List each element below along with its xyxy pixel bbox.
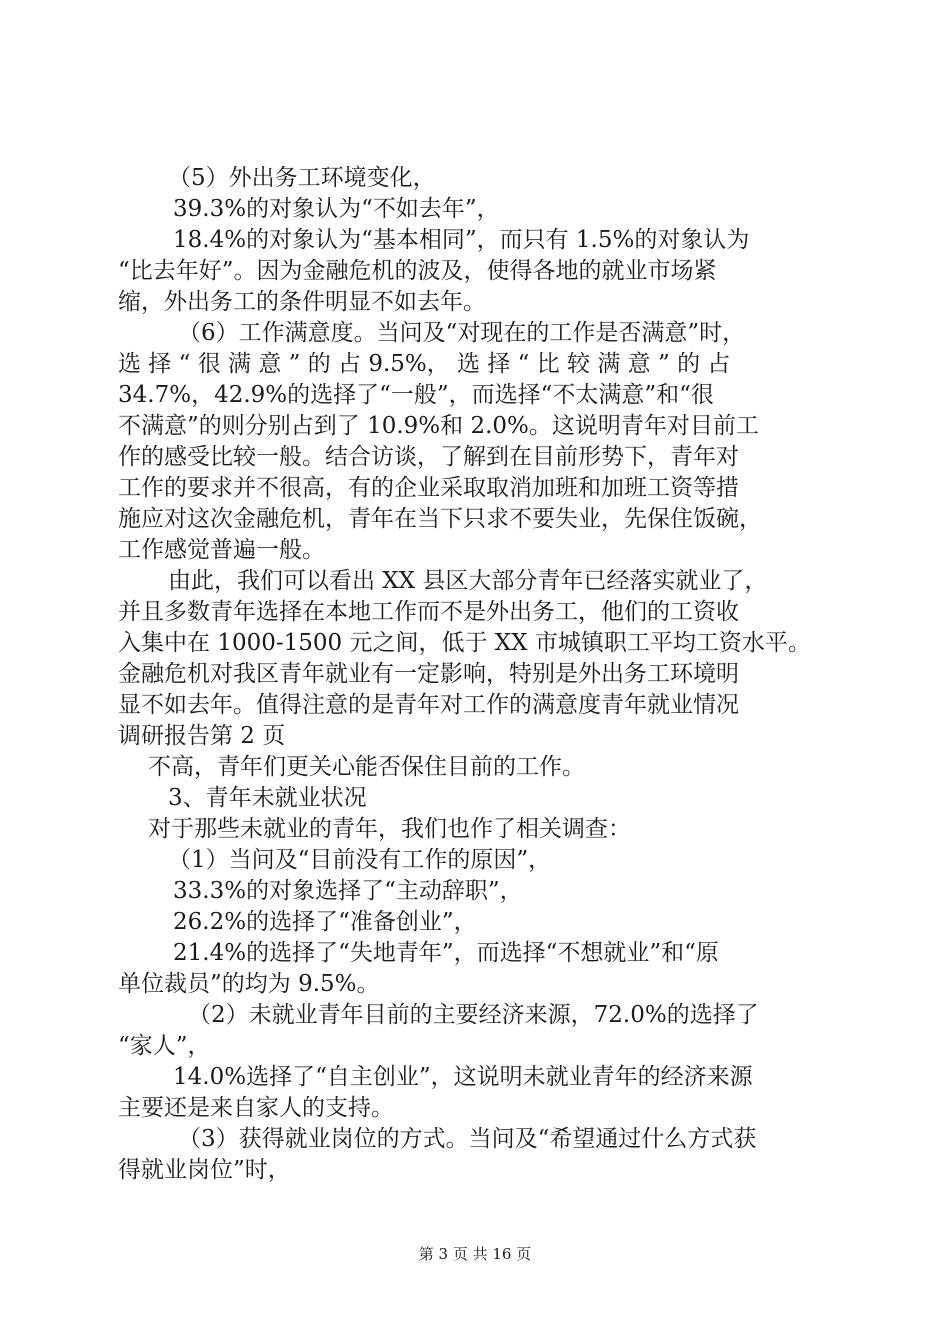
page-footer: 第 3 页 共 16 页 xyxy=(418,1245,532,1263)
text-line: 18.4%的对象认为“基本相同”，而只有 1.5%的对象认为 xyxy=(173,227,750,253)
text-line: 单位裁员”的均为 9.5%。 xyxy=(118,971,380,997)
text-line: 入集中在 1000-1500 元之间，低于 XX 市城镇职工平均工资水平。 xyxy=(118,630,811,656)
text-line: 33.3%的对象选择了“主动辞职”， xyxy=(173,878,523,904)
text-line: （5）外出务工环境变化， xyxy=(168,165,436,191)
text-line: 21.4%的选择了“失地青年”，而选择“不想就业”和“原 xyxy=(173,940,719,966)
text-line: （1）当问及“目前没有工作的原因”， xyxy=(168,847,552,873)
text-line: 工作感觉普遍一般。 xyxy=(118,537,325,563)
text-line: （6）工作满意度。当问及“对现在的工作是否满意”时， xyxy=(178,320,746,346)
text-line: 34.7%，42.9%的选择了“一般”，而选择“不太满意”和“很 xyxy=(118,382,714,408)
text-line: 作的感受比较一般。结合访谈，了解到在目前形势下，青年对 xyxy=(118,444,739,470)
text-line: 不满意”的则分别占到了 10.9%和 2.0%。这说明青年对目前工 xyxy=(118,413,759,439)
text-line: 不高，青年们更关心能否保住目前的工作。 xyxy=(148,754,585,780)
text-line: 14.0%选择了“自主创业”，这说明未就业青年的经济来源 xyxy=(173,1064,753,1090)
text-line: 3、青年未就业状况 xyxy=(168,785,367,811)
document-body xyxy=(118,163,838,1186)
text-line: 由此，我们可以看出 XX 县区大部分青年已经落实就业了， xyxy=(168,568,768,594)
text-line: 26.2%的选择了“准备创业”， xyxy=(173,909,477,935)
text-line: 金融危机对我区青年就业有一定影响，特别是外出务工环境明 xyxy=(118,661,739,687)
text-line: 并且多数青年选择在本地工作而不是外出务工，他们的工资收 xyxy=(118,599,739,625)
text-line: 工作的要求并不很高，有的企业采取取消加班和加班工资等措 xyxy=(118,475,739,501)
text-line: 对于那些未就业的青年，我们也作了相关调查： xyxy=(148,816,631,842)
text-line: “比去年好”。因为金融危机的波及，使得各地的就业市场紧 xyxy=(118,258,717,284)
text-line: 施应对这次金融危机，青年在当下只求不要失业，先保住饭碗， xyxy=(118,506,762,532)
text-line: 得就业岗位”时， xyxy=(118,1157,291,1183)
text-line: 39.3%的对象认为“不如去年”， xyxy=(173,196,500,222)
text-line: 主要还是来自家人的支持。 xyxy=(118,1095,394,1121)
text-line: 选 择 “ 很 满 意 ” 的 占 9.5%， 选 择 “ 比 较 满 意 ” 的 占 xyxy=(118,351,731,377)
text-line: 显不如去年。值得注意的是青年对工作的满意度青年就业情况 xyxy=(118,692,739,718)
text-line: 调研报告第 2 页 xyxy=(118,723,286,749)
text-line: “家人”， xyxy=(118,1033,211,1059)
text-line: （2）未就业青年目前的主要经济来源，72.0%的选择了 xyxy=(188,1002,759,1028)
text-line: （3）获得就业岗位的方式。当问及“希望通过什么方式获 xyxy=(178,1126,757,1152)
text-line: 缩，外出务工的条件明显不如去年。 xyxy=(118,289,486,315)
